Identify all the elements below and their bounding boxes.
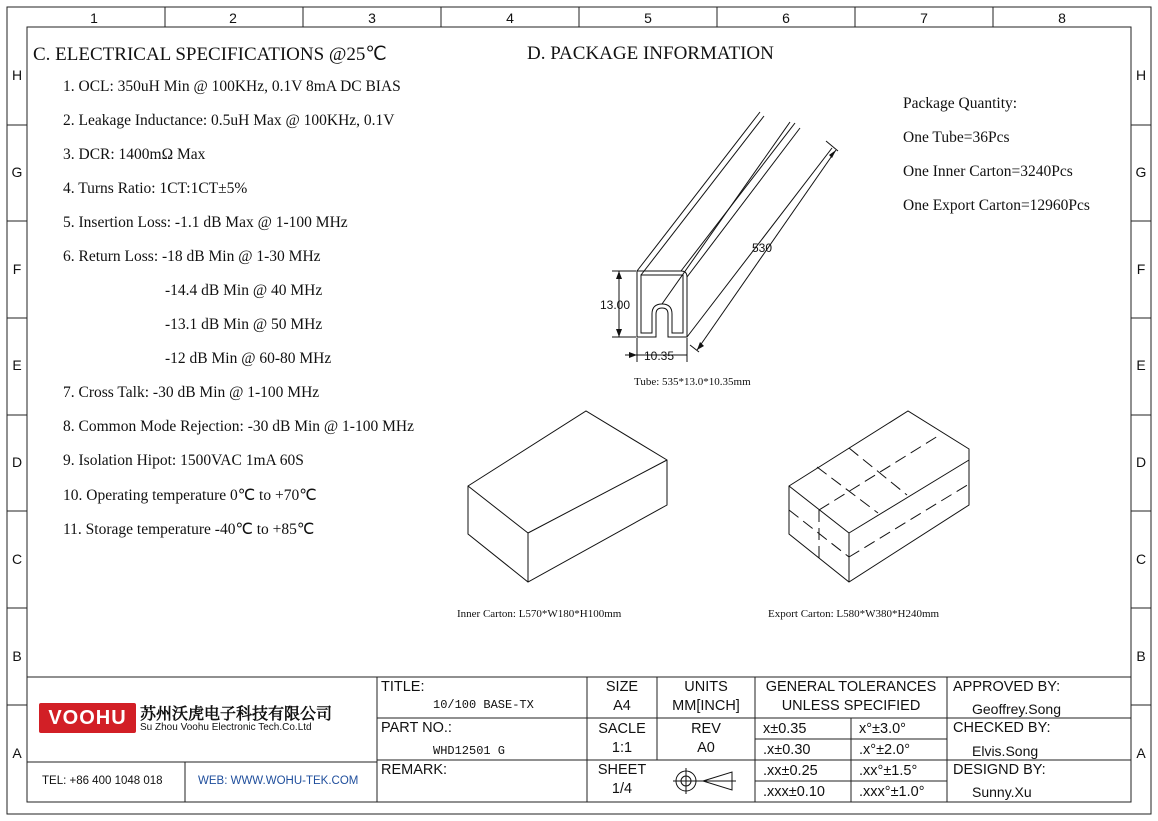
part-number-value: WHD12501 G [433, 744, 506, 758]
spec-item: 3. DCR: 1400mΩ Max [63, 146, 206, 163]
tolerance-linear: .xxx±0.10 [763, 784, 825, 800]
tube-caption: Tube: 535*13.0*10.35mm [634, 376, 751, 388]
spec-item: -12 dB Min @ 60-80 MHz [165, 350, 332, 367]
column-label: 8 [1058, 10, 1066, 26]
spec-item: 4. Turns Ratio: 1CT:1CT±5% [63, 180, 248, 197]
tolerance-angular: x°±3.0° [859, 721, 906, 737]
column-label: 3 [368, 10, 376, 26]
tube-width-dim: 10.35 [644, 349, 675, 363]
rev-label: REV [691, 721, 721, 737]
column-label: 2 [229, 10, 237, 26]
inner-carton-quantity: One Inner Carton=3240Pcs [903, 163, 1073, 180]
row-label: B [1136, 648, 1146, 664]
company-tel: TEL: +86 400 1048 018 [42, 775, 163, 787]
spec-item: 8. Common Mode Rejection: -30 dB Min @ 1-100 MHz [63, 418, 414, 435]
row-label: C [1135, 551, 1147, 567]
row-label: D [11, 454, 23, 470]
part-number-label: PART NO.: [381, 720, 452, 736]
package-quantity-label: Package Quantity: [903, 95, 1018, 112]
approved-by-label: APPROVED BY: [953, 679, 1061, 695]
row-label: G [1135, 164, 1147, 180]
sheet-value: 1/4 [611, 781, 633, 797]
rev-value: A0 [697, 740, 715, 756]
export-carton-quantity: One Export Carton=12960Pcs [903, 197, 1090, 214]
package-section-title: D. PACKAGE INFORMATION [527, 43, 774, 64]
spec-item: 10. Operating temperature 0℃ to +70℃ [63, 487, 317, 504]
logo-text: VOOHU [48, 707, 127, 729]
spec-item: 11. Storage temperature -40℃ to +85℃ [63, 521, 315, 538]
spec-item: 6. Return Loss: -18 dB Min @ 1-30 MHz [63, 248, 321, 265]
scale-label: SACLE [598, 721, 646, 737]
size-value: A4 [613, 698, 631, 714]
checked-by-label: CHECKED BY: [953, 720, 1051, 736]
row-label: H [11, 67, 23, 83]
spec-item: 2. Leakage Inductance: 0.5uH Max @ 100KHz, 0.1V [63, 112, 395, 129]
company-name-en: Su Zhou Voohu Electronic Tech.Co.Ltd [140, 722, 312, 733]
scale-value: 1:1 [611, 740, 633, 756]
row-label: A [1136, 745, 1146, 761]
remark-label: REMARK: [381, 762, 448, 778]
export-carton-drawing [782, 405, 977, 590]
designed-by-label: DESIGND BY: [953, 762, 1046, 778]
row-label: C [11, 551, 23, 567]
row-label: H [1135, 67, 1147, 83]
column-label: 6 [782, 10, 790, 26]
inner-carton-drawing [460, 405, 675, 590]
tube-height-dim: 13.00 [600, 298, 631, 312]
sheet-label: SHEET [597, 762, 647, 778]
tolerance-angular: .xxx°±1.0° [859, 784, 925, 800]
inner-carton-caption: Inner Carton: L570*W180*H100mm [457, 608, 622, 620]
column-label: 4 [506, 10, 514, 26]
row-label: D [1135, 454, 1147, 470]
approved-by-value: Geoffrey.Song [972, 701, 1061, 717]
title-value: 10/100 BASE-TX [433, 698, 534, 712]
projection-symbol-icon [670, 766, 740, 796]
tolerance-linear: .x±0.30 [763, 742, 811, 758]
tolerance-header: GENERAL TOLERANCES [765, 679, 937, 695]
column-label: 5 [644, 10, 652, 26]
spec-item: -14.4 dB Min @ 40 MHz [165, 282, 323, 299]
row-label: E [12, 357, 22, 373]
designed-by-value: Sunny.Xu [972, 784, 1032, 800]
row-label: F [1136, 261, 1146, 277]
tolerance-linear: x±0.35 [763, 721, 807, 737]
checked-by-value: Elvis.Song [972, 743, 1039, 759]
spec-item: 5. Insertion Loss: -1.1 dB Max @ 1-100 MHz [63, 214, 348, 231]
tube-drawing [590, 100, 850, 375]
units-label: UNITS [684, 679, 728, 695]
tube-length-dim: 530 [752, 241, 773, 255]
row-label: E [1136, 357, 1146, 373]
units-value: MM[INCH] [672, 698, 740, 714]
column-label: 1 [90, 10, 98, 26]
company-web: WEB: WWW.WOHU-TEK.COM [198, 775, 359, 787]
row-label: A [12, 745, 22, 761]
export-carton-caption: Export Carton: L580*W380*H240mm [768, 608, 940, 620]
tolerance-subheader: UNLESS SPECIFIED [781, 698, 921, 714]
company-logo [39, 703, 136, 733]
tube-quantity: One Tube=36Pcs [903, 129, 1010, 146]
row-label: F [12, 261, 22, 277]
column-label: 7 [920, 10, 928, 26]
spec-item: -13.1 dB Min @ 50 MHz [165, 316, 323, 333]
company-name-cn: 苏州沃虎电子科技有限公司 [140, 706, 333, 723]
spec-item: 7. Cross Talk: -30 dB Min @ 1-100 MHz [63, 384, 320, 401]
title-label: TITLE: [381, 679, 425, 695]
tolerance-linear: .xx±0.25 [763, 763, 818, 779]
spec-item: 1. OCL: 350uH Min @ 100KHz, 0.1V 8mA DC BIAS [63, 78, 401, 95]
electrical-section-title: C. ELECTRICAL SPECIFICATIONS @25℃ [33, 44, 387, 65]
tolerance-angular: .x°±2.0° [859, 742, 910, 758]
row-label: B [12, 648, 22, 664]
tolerance-angular: .xx°±1.5° [859, 763, 918, 779]
size-label: SIZE [605, 679, 639, 695]
spec-item: 9. Isolation Hipot: 1500VAC 1mA 60S [63, 452, 304, 469]
row-label: G [11, 164, 23, 180]
